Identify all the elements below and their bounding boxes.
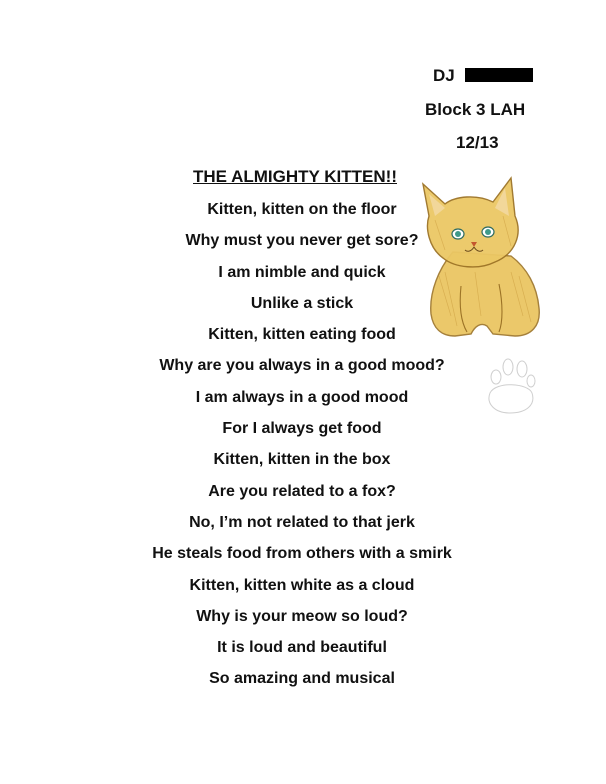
poem-line: He steals food from others with a smirk xyxy=(152,545,452,563)
poem-line: Unlike a stick xyxy=(250,294,354,312)
poem-line: Why is your meow so loud? xyxy=(196,607,408,625)
poem-line: Are you related to a fox? xyxy=(208,482,396,500)
poem-title: THE ALMIGHTY KITTEN!! xyxy=(193,167,397,186)
kitten-drawing-icon xyxy=(415,176,545,342)
poem-line: No, I’m not related to that jerk xyxy=(189,513,415,531)
poem-line: So amazing and musical xyxy=(209,670,395,688)
author-name: DJ xyxy=(433,66,455,85)
paw-print-icon xyxy=(484,355,538,415)
class-block: Block 3 LAH xyxy=(425,100,526,119)
poem-line: I am nimble and quick xyxy=(218,263,386,281)
poem-line: Kitten, kitten in the box xyxy=(213,451,391,469)
poem-line: Kitten, kitten on the floor xyxy=(207,201,397,218)
redacted-name-bar xyxy=(465,68,533,82)
date: 12/13 xyxy=(456,133,499,152)
poem-line: I am always in a good mood xyxy=(195,388,409,406)
poem-line: It is loud and beautiful xyxy=(217,639,387,657)
poem-line: For I always get food xyxy=(222,420,382,438)
author-line xyxy=(433,66,533,86)
poem-line: Kitten, kitten eating food xyxy=(208,326,396,344)
poem-line: Why are you always in a good mood? xyxy=(159,357,445,375)
poem-line: Kitten, kitten white as a cloud xyxy=(189,576,415,594)
poem-line: Why must you never get sore? xyxy=(185,232,419,250)
